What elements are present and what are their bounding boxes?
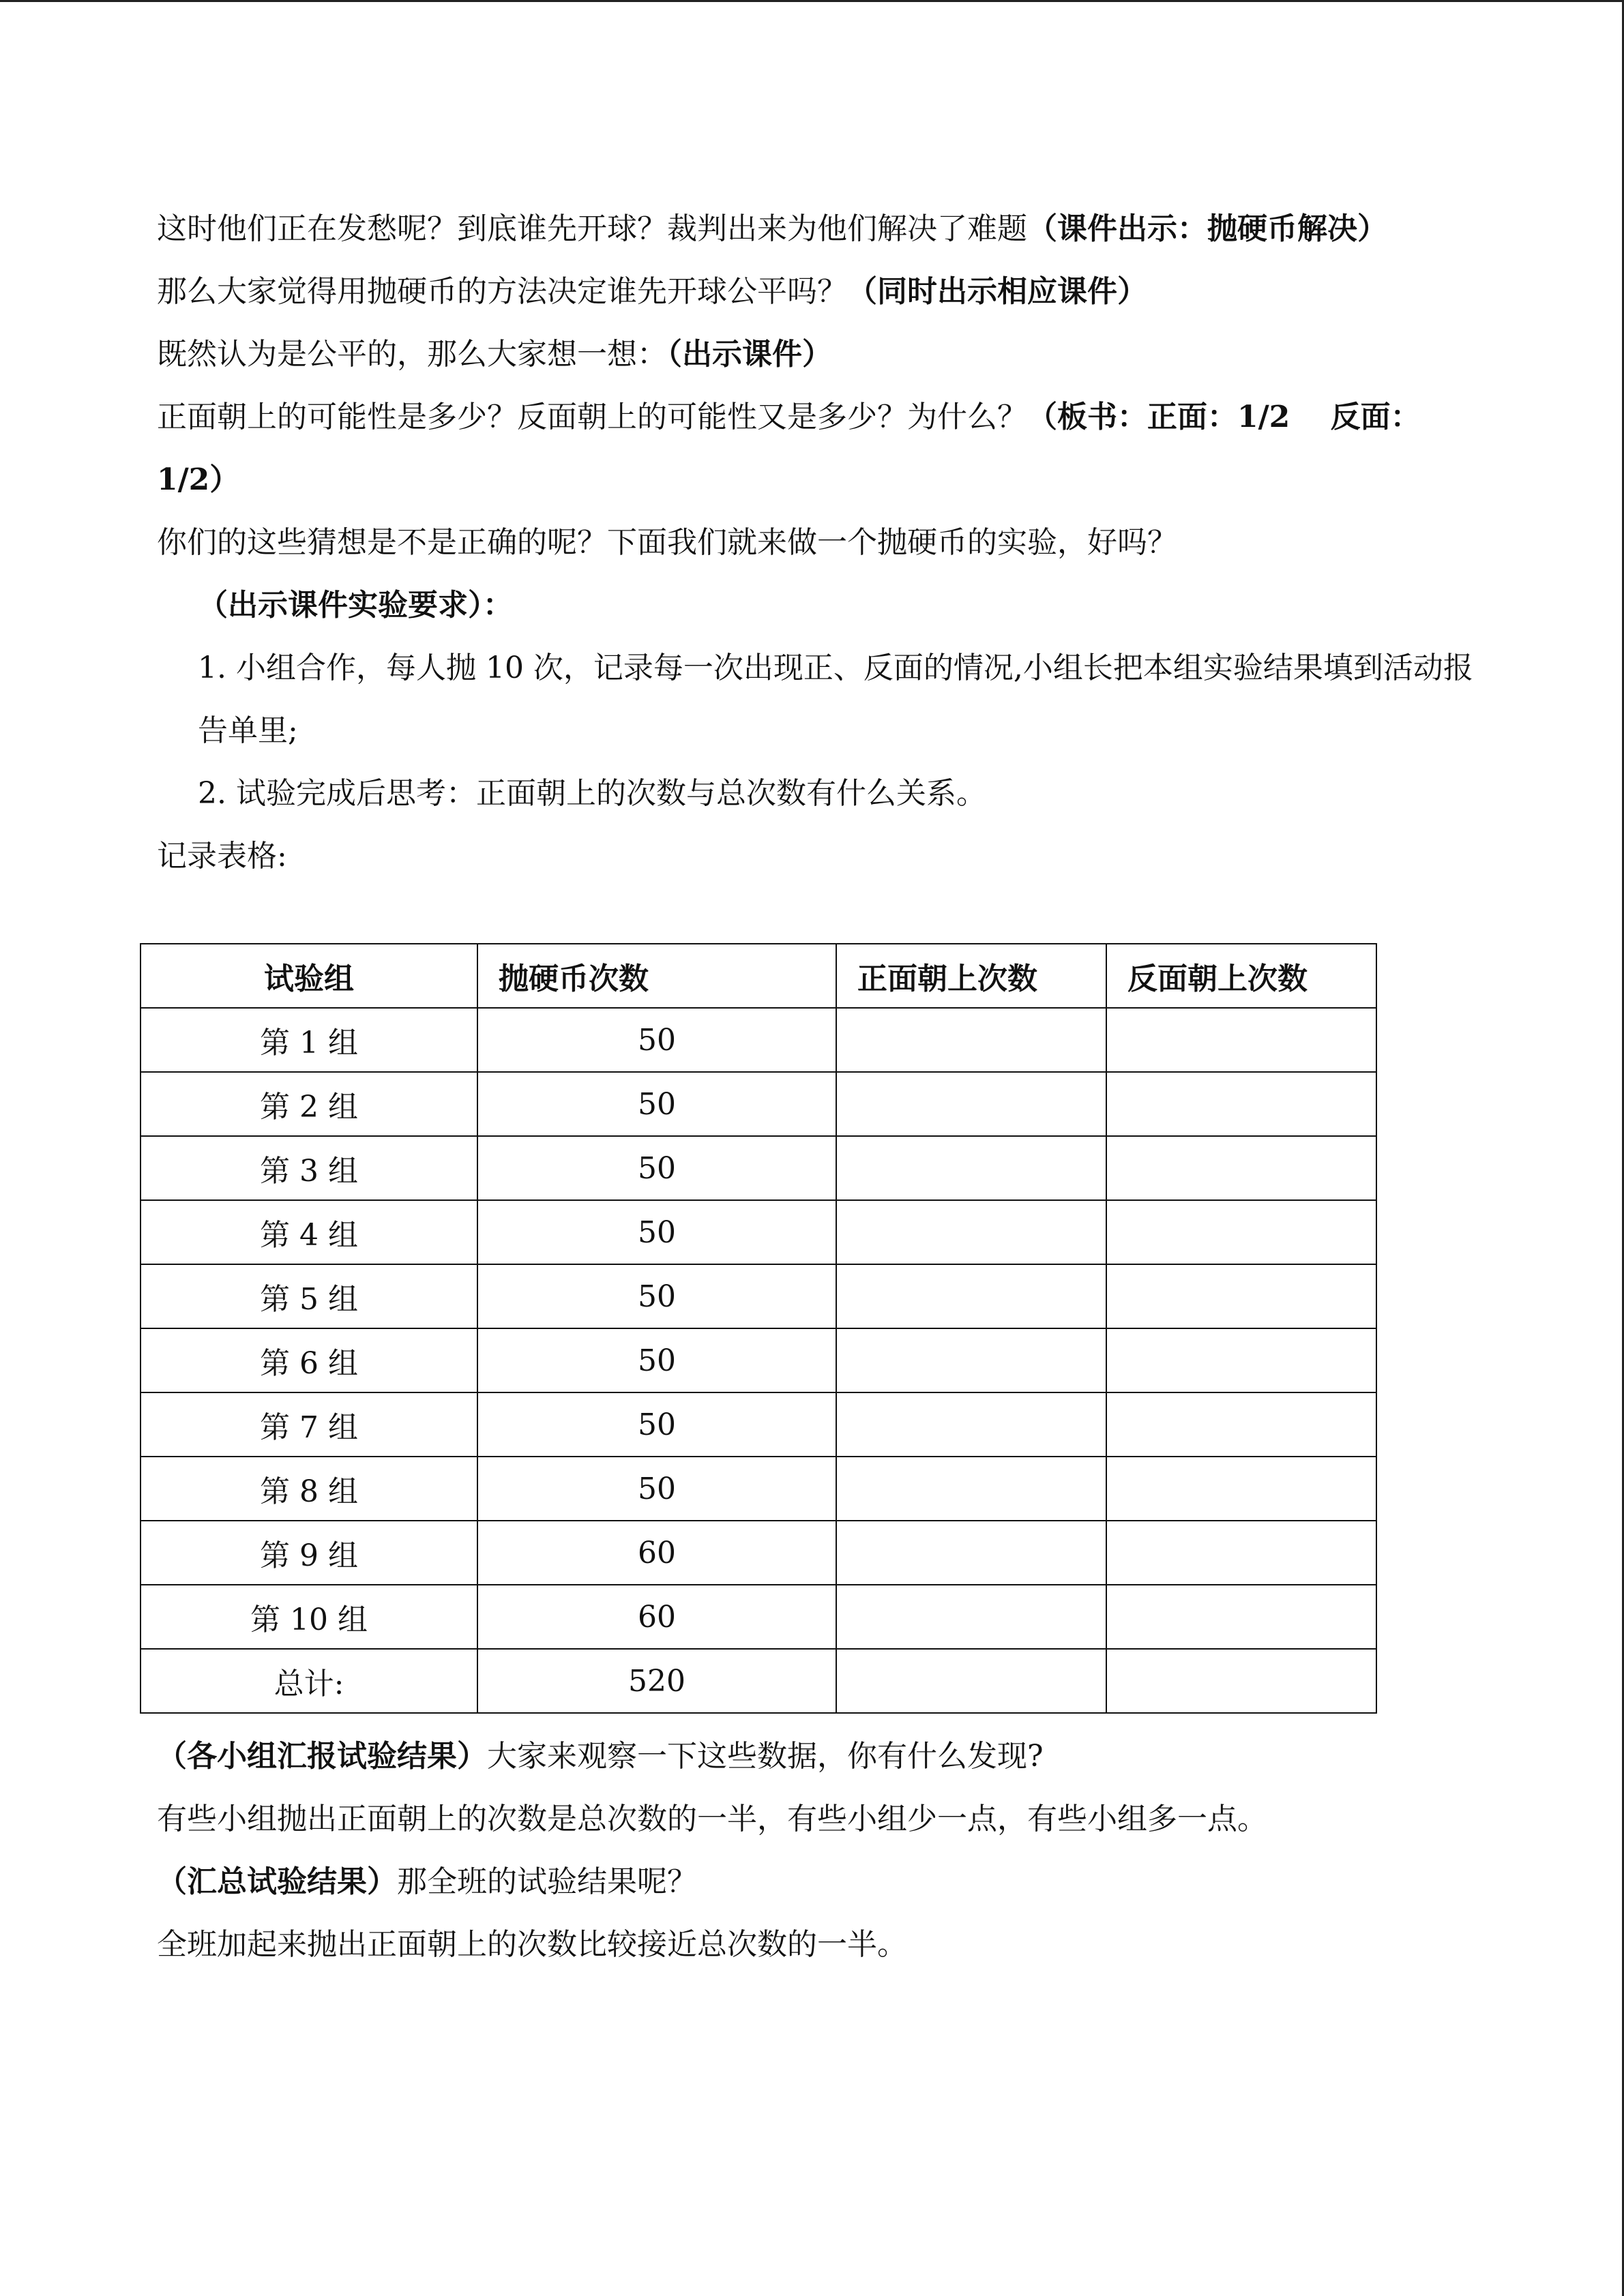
paragraph-text: 既然认为是公平的，那么大家想一想： [157, 337, 667, 372]
paragraph-text: 有些小组抛出正面朝上的次数是总次数的一半，有些小组少一点，有些小组多一点。 [157, 1802, 1267, 1836]
cell-group: 第 5 组 [141, 1264, 477, 1328]
page-top-border [0, 0, 1624, 2]
cell-tails [1106, 1072, 1376, 1136]
requirement-item-1 [157, 637, 1473, 762]
cell-tails [1106, 1328, 1376, 1392]
table-row [141, 1392, 1376, 1457]
paragraph-text: 那全班的试验结果呢？ [397, 1864, 697, 1899]
paragraph-fairness-question [157, 260, 1473, 323]
table-row [141, 1008, 1376, 1072]
cell-count: 50 [477, 1072, 836, 1136]
record-table [140, 943, 1377, 1714]
header-tails: 反面朝上次数 [1106, 944, 1376, 1008]
cell-group: 第 10 组 [141, 1585, 477, 1649]
document-conclusion [157, 1725, 1473, 1976]
paragraph-probability [157, 386, 1473, 511]
cell-heads [836, 1328, 1106, 1392]
header-group: 试验组 [141, 944, 477, 1008]
cell-count: 50 [477, 1200, 836, 1264]
cell-heads [836, 1649, 1106, 1713]
cell-tails [1106, 1457, 1376, 1521]
cell-count: 50 [477, 1264, 836, 1328]
paragraph-text: 这时他们正在发愁呢？到底谁先开球？裁判出来为他们解决了难题 [157, 211, 1027, 246]
cell-tails [1106, 1200, 1376, 1264]
cell-count: 60 [477, 1521, 836, 1585]
cell-heads [836, 1008, 1106, 1072]
table-caption [157, 825, 1473, 888]
cell-tails [1106, 1136, 1376, 1200]
paragraph-annotation: （出示课件） [667, 337, 832, 372]
cell-tails [1106, 1521, 1376, 1585]
cell-count: 50 [477, 1136, 836, 1200]
cell-count: 50 [477, 1392, 836, 1457]
table-row [141, 1457, 1376, 1521]
paragraph-report [157, 1725, 1473, 1788]
table-body [141, 1008, 1376, 1713]
paragraph-annotation: （课件出示：抛硬币解决） [1027, 211, 1387, 246]
table-row [141, 1072, 1376, 1136]
table-row [141, 1521, 1376, 1585]
requirement-item-2 [157, 762, 1473, 825]
paragraph-requirements-heading [157, 574, 1473, 637]
paragraph-think [157, 323, 1473, 386]
cell-group: 第 4 组 [141, 1200, 477, 1264]
cell-total-count: 520 [477, 1649, 836, 1713]
requirements-heading: （出示课件实验要求）： [198, 588, 513, 623]
paragraph-intro [157, 198, 1473, 260]
paragraph-text: 你们的这些猜想是不是正确的呢？下面我们就来做一个抛硬币的实验，好吗？ [157, 525, 1177, 560]
table-row [141, 1328, 1376, 1392]
cell-group: 第 7 组 [141, 1392, 477, 1457]
cell-count: 50 [477, 1457, 836, 1521]
cell-count: 50 [477, 1328, 836, 1392]
cell-count: 60 [477, 1585, 836, 1649]
paragraph-annotation: （同时出示相应课件） [847, 274, 1147, 309]
cell-heads [836, 1392, 1106, 1457]
cell-heads [836, 1521, 1106, 1585]
paragraph-text: 全班加起来抛出正面朝上的次数比较接近总次数的一半。 [157, 1927, 907, 1962]
cell-heads [836, 1264, 1106, 1328]
cell-count: 50 [477, 1008, 836, 1072]
cell-group: 第 6 组 [141, 1328, 477, 1392]
cell-group: 第 1 组 [141, 1008, 477, 1072]
paragraph-conclusion [157, 1913, 1473, 1976]
table-row [141, 1585, 1376, 1649]
cell-group: 第 9 组 [141, 1521, 477, 1585]
paragraph-text: 正面朝上的可能性是多少？反面朝上的可能性又是多少？为什么？ [157, 400, 1027, 434]
cell-group: 第 3 组 [141, 1136, 477, 1200]
cell-tails [1106, 1008, 1376, 1072]
paragraph-annotation: （板书：正面：1/2 反面：1/2） [157, 400, 1421, 497]
document-body [157, 198, 1473, 888]
cell-tails [1106, 1649, 1376, 1713]
paragraph-observation [157, 1788, 1473, 1851]
cell-heads [836, 1585, 1106, 1649]
cell-tails [1106, 1585, 1376, 1649]
paragraph-annotation: （各小组汇报试验结果） [157, 1739, 487, 1774]
cell-heads [836, 1200, 1106, 1264]
cell-tails [1106, 1264, 1376, 1328]
table-caption-text: 记录表格: [157, 839, 287, 874]
table-header-row [141, 944, 1376, 1008]
table-total-row [141, 1649, 1376, 1713]
cell-heads [836, 1457, 1106, 1521]
table-row [141, 1136, 1376, 1200]
paragraph-text: 大家来观察一下这些数据，你有什么发现? [487, 1739, 1044, 1774]
table-row [141, 1264, 1376, 1328]
cell-heads [836, 1136, 1106, 1200]
header-heads: 正面朝上次数 [836, 944, 1106, 1008]
paragraph-text: 那么大家觉得用抛硬币的方法决定谁先开球公平吗？ [157, 274, 847, 309]
header-toss-count: 抛硬币次数 [477, 944, 836, 1008]
cell-group: 第 8 组 [141, 1457, 477, 1521]
requirement-text: 2. 试验完成后思考：正面朝上的次数与总次数有什么关系。 [198, 776, 986, 811]
cell-tails [1106, 1392, 1376, 1457]
paragraph-annotation: （汇总试验结果） [157, 1864, 397, 1899]
table-row [141, 1200, 1376, 1264]
paragraph-experiment-intro [157, 511, 1473, 574]
paragraph-summary [157, 1851, 1473, 1913]
cell-heads [836, 1072, 1106, 1136]
requirement-text: 1. 小组合作，每人抛 10 次，记录每一次出现正、反面的情况,小组长把本组实验结果填到活动报告单里; [198, 651, 1473, 748]
cell-group: 第 2 组 [141, 1072, 477, 1136]
cell-total-label: 总计: [141, 1649, 477, 1713]
